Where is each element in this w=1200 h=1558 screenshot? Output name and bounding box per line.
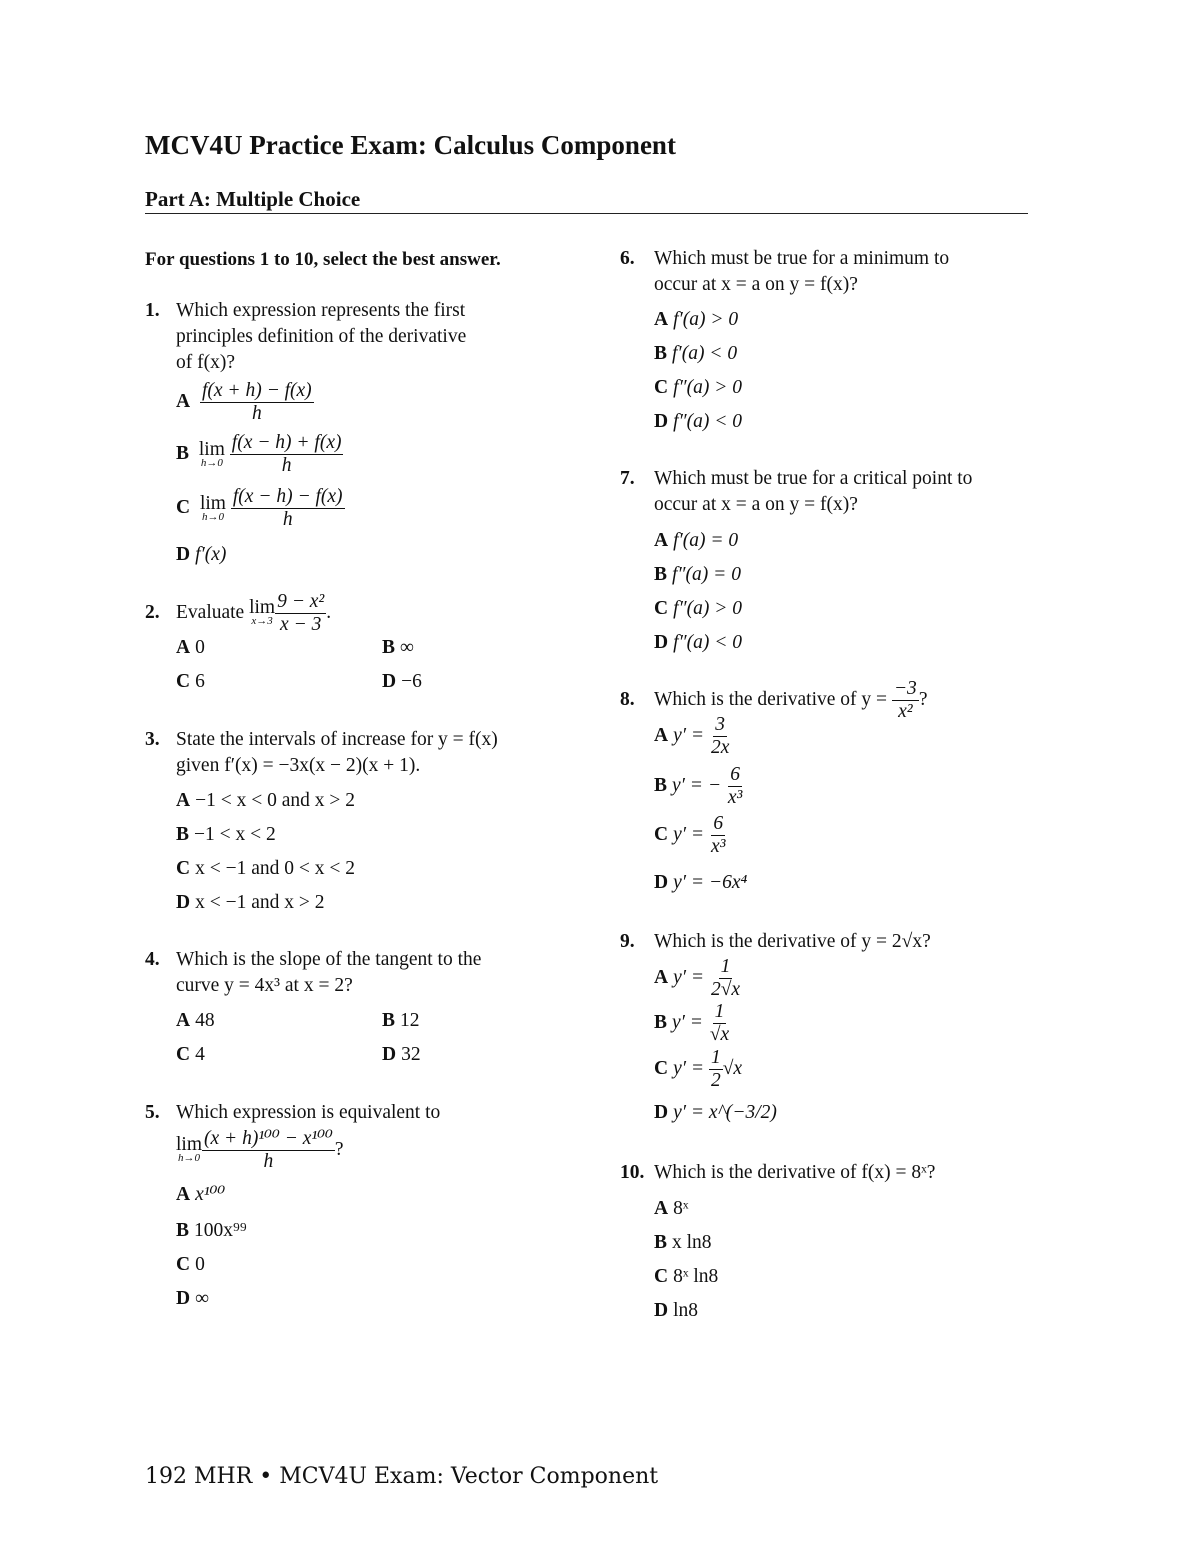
instructions: For questions 1 to 10, select the best answer. [145, 249, 501, 270]
option-b[interactable]: B x ln8 [654, 1232, 712, 1253]
option-b[interactable]: B f′(a) < 0 [654, 343, 738, 364]
option-a[interactable]: A y′ = $\frac{1}{2√x}$ [654, 955, 741, 1000]
option-c[interactable]: C y′ = $\frac{1}{2}$ √x [654, 1046, 743, 1091]
option-d[interactable]: D ln8 [654, 1300, 699, 1321]
question-text: State the intervals of increase for y = f(x) [176, 729, 498, 750]
question-number: 3. [145, 729, 160, 750]
option-a[interactable]: A $\frac{f(x + h) - f(x)}{h}$ [176, 380, 312, 424]
question-text: Which must be true for a minimum to [654, 248, 950, 269]
question-text: given f′(x) = −3x(x − 2)(x + 1). [176, 755, 421, 776]
option-b[interactable]: B ∞ [382, 637, 414, 658]
question-number: 9. [620, 931, 635, 952]
question-text: Which must be true for a critical point to [654, 468, 973, 489]
option-a[interactable]: A 8ˣ [654, 1198, 689, 1219]
question-text: of f(x)? [176, 352, 236, 373]
option-b[interactable]: B lim h→0 $\frac{f(x - h) + f(x)}{h}$ [176, 432, 342, 476]
option-c[interactable]: C y′ = $\frac{6}{\text{x³}}$ [654, 812, 726, 857]
option-c[interactable]: C f″(a) > 0 [654, 598, 743, 619]
option-b[interactable]: B y′ = $\frac{1}{√x}$ [654, 1000, 730, 1045]
option-a[interactable]: A f′(a) = 0 [654, 530, 739, 551]
option-d[interactable]: D f′(x) [176, 544, 227, 565]
question-text: Which expression is equivalent to [176, 1102, 441, 1123]
question-expression: lim h→0 $\frac{\text{(x + h)¹⁰⁰ − x¹⁰⁰}}{h}$ ? [176, 1127, 344, 1172]
option-c[interactable]: C f″(a) > 0 [654, 377, 743, 398]
option-c[interactable]: C 4 [176, 1044, 205, 1065]
option-b[interactable]: B f″(a) = 0 [654, 564, 741, 585]
page-footer: 192 MHR • MCV4U Exam: Vector Component [145, 1464, 659, 1489]
question-text: Which is the derivative of f(x) = 8ˣ? [654, 1162, 936, 1183]
question-number: 2. [145, 602, 160, 623]
question-text: Which is the derivative of y = $\frac{-3}{\text{x²}}$ ? [654, 677, 928, 722]
question-text: principles definition of the derivative [176, 326, 467, 347]
question-text: occur at x = a on y = f(x)? [654, 274, 858, 295]
option-d[interactable]: D −6 [382, 671, 422, 692]
option-d[interactable]: D f″(a) < 0 [654, 411, 743, 432]
question-number: 6. [620, 248, 635, 269]
question-number: 4. [145, 949, 160, 970]
question-number: 8. [620, 689, 635, 710]
option-c[interactable]: C 0 [176, 1254, 205, 1275]
option-c[interactable]: C x < −1 and 0 < x < 2 [176, 858, 355, 879]
option-a[interactable]: A y′ = $\frac{3}{2x}$ [654, 713, 730, 758]
option-a[interactable]: A 48 [176, 1010, 215, 1031]
option-a[interactable]: A −1 < x < 0 and x > 2 [176, 790, 355, 811]
question-number: 5. [145, 1102, 160, 1123]
option-b[interactable]: B 100x⁹⁹ [176, 1220, 247, 1241]
option-d[interactable]: D ∞ [176, 1288, 209, 1309]
option-b[interactable]: B 12 [382, 1010, 420, 1031]
option-d[interactable]: D f″(a) < 0 [654, 632, 743, 653]
option-b[interactable]: B −1 < x < 2 [176, 824, 276, 845]
page-title: MCV4U Practice Exam: Calculus Component [145, 130, 676, 160]
option-d[interactable]: D y′ = −6x⁴ [654, 872, 748, 893]
option-d[interactable]: D 32 [382, 1044, 421, 1065]
option-a[interactable]: A x¹⁰⁰ [176, 1184, 226, 1205]
question-number: 10. [620, 1162, 645, 1183]
option-c[interactable]: C lim h→0 $\frac{f(x - h) - f(x)}{h}$ [176, 486, 343, 530]
question-text: curve y = 4x³ at x = 2? [176, 975, 353, 996]
section-heading: Part A: Multiple Choice [145, 187, 361, 211]
option-c[interactable]: C 8ˣ ln8 [654, 1266, 719, 1287]
question-text: occur at x = a on y = f(x)? [654, 494, 858, 515]
section-divider [145, 213, 1028, 214]
question-number: 1. [145, 300, 160, 321]
question-text: Which expression represents the first [176, 300, 466, 321]
option-a[interactable]: A 0 [176, 637, 205, 658]
option-b[interactable]: B y′ = − $\frac{6}{\text{x³}}$ [654, 763, 743, 808]
option-c[interactable]: C 6 [176, 671, 205, 692]
question-text: Which is the derivative of y = 2√x? [654, 931, 931, 952]
option-d[interactable]: D y′ = x^(−3/2) [654, 1102, 777, 1123]
option-a[interactable]: A f′(a) > 0 [654, 309, 739, 330]
question-text: Which is the slope of the tangent to the [176, 949, 482, 970]
question-number: 7. [620, 468, 635, 489]
question-text: Evaluate lim x→3 $\frac{\text{9 − x²}}{x - 3}$ . [176, 590, 332, 635]
option-d[interactable]: D x < −1 and x > 2 [176, 892, 325, 913]
